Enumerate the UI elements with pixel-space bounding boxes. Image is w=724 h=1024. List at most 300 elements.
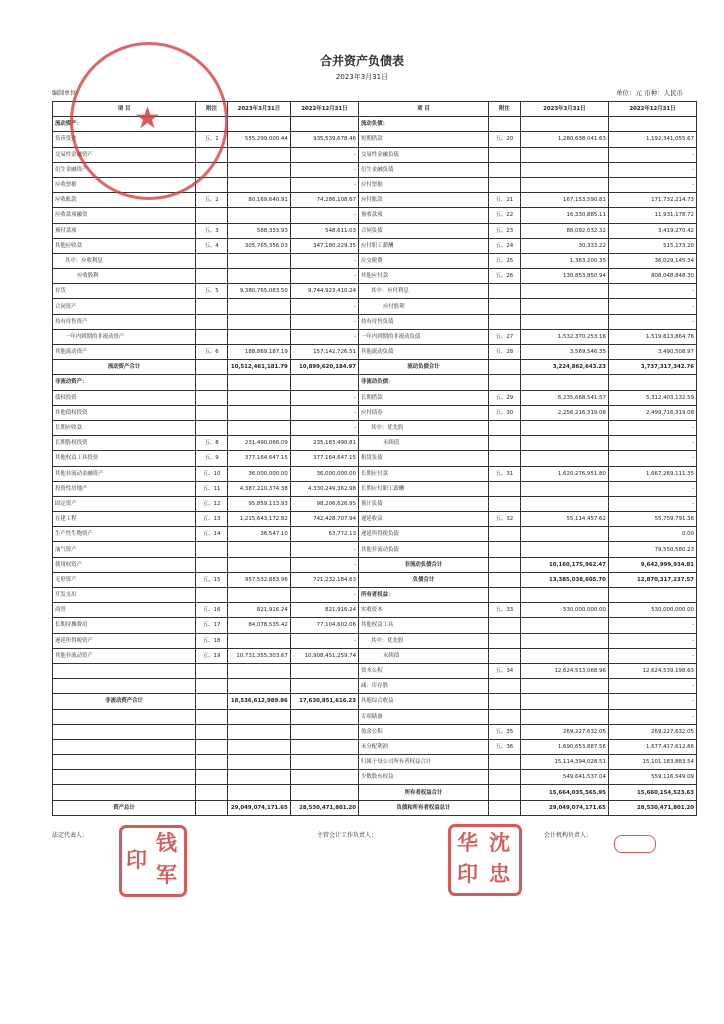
previous-value-cell: - <box>608 679 696 694</box>
company-label: 编制单位： <box>52 90 83 97</box>
note-cell <box>196 253 228 268</box>
item-name-cell: 流动负债： <box>359 117 489 132</box>
table-row <box>53 527 697 542</box>
note-cell <box>196 360 228 375</box>
previous-value-cell: - <box>608 633 696 648</box>
table-row <box>53 405 697 420</box>
previous-value-cell: 9,744,923,410.24 <box>290 284 358 299</box>
item-name-cell: 所有者权益： <box>359 588 489 603</box>
note-cell: 五、4 <box>196 238 228 253</box>
previous-value-cell: 11,931,178.72 <box>608 208 696 223</box>
previous-value-cell: - <box>608 618 696 633</box>
note-cell: 五、27 <box>488 329 520 344</box>
previous-value-cell <box>290 739 358 754</box>
item-name-cell: 长期应付职工薪酬 <box>359 481 489 496</box>
current-value-cell: 1,215,643,172.82 <box>228 512 291 527</box>
previous-value-cell: - <box>608 481 696 496</box>
previous-value-cell: 1,519,613,864.76 <box>608 329 696 344</box>
item-name-cell: 永续债 <box>359 648 489 663</box>
currency-unit: 单位：元 币种：人民币 <box>616 89 684 97</box>
previous-value-cell: 3,419,270.42 <box>608 223 696 238</box>
note-cell <box>488 162 520 177</box>
previous-value-cell: 269,227,632.05 <box>608 724 696 739</box>
note-cell <box>488 451 520 466</box>
item-name-cell: 负债合计 <box>359 572 489 587</box>
item-name-cell: 递延所得税资产 <box>53 633 196 648</box>
previous-value-cell: 36,000,000.00 <box>290 466 358 481</box>
table-row <box>53 375 697 390</box>
note-cell <box>488 360 520 375</box>
note-cell <box>196 405 228 420</box>
previous-value-cell: 1,677,417,612.86 <box>608 739 696 754</box>
item-name-cell: 应付账款 <box>359 193 489 208</box>
current-value-cell: 80,169,640.91 <box>228 193 291 208</box>
item-name-cell: 合同资产 <box>53 299 196 314</box>
current-value-cell: 9,380,765,083.50 <box>228 284 291 299</box>
table-row <box>53 238 697 253</box>
current-value-cell <box>228 588 291 603</box>
table-row <box>53 755 697 770</box>
current-value-cell: 10,731,355,303.67 <box>228 648 291 663</box>
item-name-cell: 专项储备 <box>359 709 489 724</box>
previous-value-cell: 10,899,620,184.97 <box>290 360 358 375</box>
current-value-cell: 377,164,647.15 <box>228 451 291 466</box>
table-row <box>53 253 697 268</box>
item-name-cell: 负债和所有者权益总计 <box>359 800 489 815</box>
item-name-cell: 短期借款 <box>359 132 489 147</box>
note-cell: 五、36 <box>488 739 520 754</box>
note-cell: 五、16 <box>196 603 228 618</box>
item-name-cell <box>53 724 196 739</box>
item-name-cell: 债权投资 <box>53 390 196 405</box>
note-cell <box>196 390 228 405</box>
previous-value-cell: 79,550,580.23 <box>608 542 696 557</box>
current-value-cell <box>228 329 291 344</box>
previous-value-cell <box>290 375 358 390</box>
previous-value-cell: 3,737,317,342.76 <box>608 360 696 375</box>
current-value-cell: 55,114,457.62 <box>520 512 608 527</box>
note-cell <box>488 177 520 192</box>
stamp-char: 沈 <box>489 830 510 855</box>
current-value-cell <box>228 405 291 420</box>
current-value-cell <box>520 284 608 299</box>
table-row <box>53 724 697 739</box>
item-name-cell: 其他流动负债 <box>359 345 489 360</box>
current-value-cell: 15,114,394,028.51 <box>520 755 608 770</box>
note-cell: 五、30 <box>488 405 520 420</box>
note-cell <box>196 724 228 739</box>
note-cell <box>196 420 228 435</box>
previous-value-cell <box>608 588 696 603</box>
item-name-cell: 油气资产 <box>53 542 196 557</box>
item-name-cell: 实收资本 <box>359 603 489 618</box>
item-name-cell: 持有待售负债 <box>359 314 489 329</box>
note-cell: 五、2 <box>196 193 228 208</box>
page-title: 合并资产负债表 <box>319 54 404 68</box>
note-cell: 五、31 <box>488 466 520 481</box>
current-value-cell <box>228 679 291 694</box>
previous-value-cell: - <box>290 208 358 223</box>
note-cell: 五、17 <box>196 618 228 633</box>
previous-value-cell: - <box>290 253 358 268</box>
previous-value-cell: 559,116,549.09 <box>608 770 696 785</box>
table-row <box>53 466 697 481</box>
current-value-cell: 1,280,638,041.63 <box>520 132 608 147</box>
current-value-cell <box>228 542 291 557</box>
report-date: 2023年3月31日 <box>335 73 389 81</box>
item-name-cell: 递延收益 <box>359 512 489 527</box>
current-value-cell <box>520 679 608 694</box>
table-row <box>53 588 697 603</box>
current-value-cell <box>520 299 608 314</box>
note-cell: 五、28 <box>488 345 520 360</box>
item-name-cell: 应付债券 <box>359 405 489 420</box>
item-name-cell: 其中：应收利息 <box>53 253 196 268</box>
previous-value-cell: 63,772.13 <box>290 527 358 542</box>
item-name-cell: 应付股利 <box>359 299 489 314</box>
note-cell: 五、6 <box>196 345 228 360</box>
item-name-cell <box>53 709 196 724</box>
previous-value-cell: 548,611.03 <box>290 223 358 238</box>
current-value-cell <box>520 375 608 390</box>
current-value-cell <box>228 375 291 390</box>
current-value-cell <box>228 785 291 800</box>
current-value-cell: 2,256,216,319.08 <box>520 405 608 420</box>
stamp-char: 军 <box>156 862 177 887</box>
table-row <box>53 451 697 466</box>
previous-value-cell <box>290 770 358 785</box>
table-row <box>53 496 697 511</box>
note-cell: 五、8 <box>196 436 228 451</box>
current-value-cell <box>228 770 291 785</box>
current-value-cell <box>520 147 608 162</box>
previous-value-cell: - <box>608 284 696 299</box>
note-cell: 五、14 <box>196 527 228 542</box>
previous-value-cell: 171,732,214.73 <box>608 193 696 208</box>
note-cell <box>488 496 520 511</box>
table-row <box>53 208 697 223</box>
note-cell <box>196 800 228 815</box>
item-name-cell: 长期应付款 <box>359 466 489 481</box>
previous-value-cell: 3,490,508.97 <box>608 345 696 360</box>
note-cell: 五、29 <box>488 390 520 405</box>
note-cell <box>196 755 228 770</box>
current-value-cell <box>228 420 291 435</box>
current-value-cell <box>228 755 291 770</box>
item-name-cell: 其他债权投资 <box>53 405 196 420</box>
accounting-head-label: 主管会计工作负责人： <box>317 832 378 839</box>
current-value-cell <box>228 162 291 177</box>
item-name-cell: 商誉 <box>53 603 196 618</box>
item-name-cell <box>53 679 196 694</box>
current-value-cell <box>228 557 291 572</box>
item-name-cell: 持有待售资产 <box>53 314 196 329</box>
current-value-cell: 29,049,074,171.65 <box>228 800 291 815</box>
previous-value-cell: - <box>290 588 358 603</box>
previous-value-cell: - <box>290 405 358 420</box>
note-cell: 五、35 <box>488 724 520 739</box>
current-value-cell: 269,227,632.05 <box>520 724 608 739</box>
current-value-cell <box>520 618 608 633</box>
table-row <box>53 572 697 587</box>
current-value-cell <box>228 390 291 405</box>
table-row <box>53 679 697 694</box>
current-value-cell: 588,333.93 <box>228 223 291 238</box>
current-value-cell: 16,330,885.11 <box>520 208 608 223</box>
current-value-cell <box>228 253 291 268</box>
item-name-cell: 少数股东权益 <box>359 770 489 785</box>
note-cell: 五、19 <box>196 648 228 663</box>
current-value-cell: 821,916.24 <box>228 603 291 618</box>
previous-value-cell: - <box>608 694 696 709</box>
current-value-cell <box>228 117 291 132</box>
current-value-cell: 188,869,187.19 <box>228 345 291 360</box>
table-row <box>53 345 697 360</box>
item-name-cell: 应收账款 <box>53 193 196 208</box>
table-row <box>53 603 697 618</box>
item-name-cell: 资本公积 <box>359 663 489 678</box>
current-value-cell: 29,049,074,171.65 <box>520 800 608 815</box>
note-cell <box>196 739 228 754</box>
current-value-cell <box>228 633 291 648</box>
item-name-cell: 投资性房地产 <box>53 481 196 496</box>
current-value-cell <box>228 147 291 162</box>
previous-value-cell <box>608 117 696 132</box>
previous-value-cell: 28,530,471,801.20 <box>290 800 358 815</box>
current-value-cell: 18,536,612,989.86 <box>228 694 291 709</box>
table-row <box>53 557 697 572</box>
item-name-cell: 交易性金融资产 <box>53 147 196 162</box>
previous-value-cell: - <box>608 177 696 192</box>
item-name-cell <box>53 785 196 800</box>
table-row <box>53 223 697 238</box>
item-name-cell: 租赁负债 <box>359 451 489 466</box>
item-name-cell: 其他非流动金融资产 <box>53 466 196 481</box>
item-name-cell <box>53 739 196 754</box>
current-value-cell <box>228 663 291 678</box>
note-cell <box>488 588 520 603</box>
note-cell <box>488 785 520 800</box>
previous-value-cell: 347,180,229.35 <box>290 238 358 253</box>
signature-stamp-2 <box>448 824 522 896</box>
previous-value-cell: - <box>290 542 358 557</box>
table-row <box>53 739 697 754</box>
previous-value-cell: 98,206,626.95 <box>290 496 358 511</box>
current-value-cell <box>520 588 608 603</box>
item-name-cell: 开发支出 <box>53 588 196 603</box>
item-name-cell: 归属于母公司所有者权益合计 <box>359 755 489 770</box>
previous-value-cell: 721,232,184.63 <box>290 572 358 587</box>
note-cell <box>488 117 520 132</box>
current-value-cell <box>520 481 608 496</box>
note-cell <box>196 785 228 800</box>
item-name-cell: 其他综合收益 <box>359 694 489 709</box>
current-value-cell <box>520 633 608 648</box>
item-name-cell: 应收票据 <box>53 177 196 192</box>
legal-representative-label: 法定代表人： <box>52 832 89 839</box>
note-cell <box>488 527 520 542</box>
note-cell <box>488 557 520 572</box>
current-value-cell: 30,333.22 <box>520 238 608 253</box>
previous-value-cell: 36,029,145.34 <box>608 253 696 268</box>
item-name-cell: 其他非流动资产 <box>53 648 196 663</box>
signature-stamp-1 <box>119 825 187 897</box>
item-name-cell: 其中：应付利息 <box>359 284 489 299</box>
note-cell: 五、33 <box>488 603 520 618</box>
header-note: 附注 <box>488 102 520 117</box>
table-row <box>53 800 697 815</box>
header-current: 2023年3月31日 <box>520 102 608 117</box>
current-value-cell: 88,092,032.32 <box>520 223 608 238</box>
note-cell: 五、3 <box>196 223 228 238</box>
previous-value-cell: - <box>608 147 696 162</box>
note-cell <box>196 542 228 557</box>
note-cell <box>196 314 228 329</box>
note-cell <box>488 572 520 587</box>
previous-value-cell: 55,759,791.36 <box>608 512 696 527</box>
item-name-cell: 在建工程 <box>53 512 196 527</box>
current-value-cell <box>520 177 608 192</box>
previous-value-cell <box>290 117 358 132</box>
note-cell <box>196 709 228 724</box>
previous-value-cell: 17,630,851,616.23 <box>290 694 358 709</box>
previous-value-cell: 5,312,403,132.59 <box>608 390 696 405</box>
note-cell <box>488 542 520 557</box>
table-row <box>53 694 697 709</box>
previous-value-cell <box>290 755 358 770</box>
note-cell <box>196 679 228 694</box>
current-value-cell <box>228 709 291 724</box>
previous-value-cell <box>290 709 358 724</box>
item-name-cell: 预收款项 <box>359 208 489 223</box>
table-row <box>53 360 697 375</box>
table-row <box>53 648 697 663</box>
current-value-cell <box>228 269 291 284</box>
current-value-cell <box>228 314 291 329</box>
note-cell <box>488 648 520 663</box>
previous-value-cell: 77,104,602.06 <box>290 618 358 633</box>
note-cell <box>488 436 520 451</box>
previous-value-cell: 9,642,999,934.81 <box>608 557 696 572</box>
current-value-cell: 4,387,210,374.38 <box>228 481 291 496</box>
stamp-char: 印 <box>457 861 478 886</box>
current-value-cell <box>520 117 608 132</box>
previous-value-cell: 157,142,726.51 <box>290 345 358 360</box>
current-value-cell: 1,363,200.35 <box>520 253 608 268</box>
current-value-cell <box>520 496 608 511</box>
note-cell: 五、23 <box>488 223 520 238</box>
previous-value-cell <box>290 785 358 800</box>
table-row <box>53 436 697 451</box>
table-row <box>53 512 697 527</box>
note-cell <box>488 147 520 162</box>
note-cell <box>488 709 520 724</box>
current-value-cell <box>228 177 291 192</box>
previous-value-cell: - <box>608 496 696 511</box>
item-name-cell: 长期待摊费用 <box>53 618 196 633</box>
previous-value-cell: 1,192,341,055.67 <box>608 132 696 147</box>
previous-value-cell: - <box>608 709 696 724</box>
note-cell: 五、5 <box>196 284 228 299</box>
previous-value-cell <box>290 679 358 694</box>
note-cell <box>196 663 228 678</box>
current-value-cell: 549,641,537.04 <box>520 770 608 785</box>
item-name-cell: 盈余公积 <box>359 724 489 739</box>
item-name-cell <box>53 770 196 785</box>
current-value-cell <box>228 299 291 314</box>
table-row <box>53 785 697 800</box>
previous-value-cell <box>608 375 696 390</box>
previous-value-cell: 74,286,108.67 <box>290 193 358 208</box>
previous-value-cell: - <box>608 299 696 314</box>
current-value-cell <box>228 739 291 754</box>
table-row <box>53 481 697 496</box>
note-cell: 五、34 <box>488 663 520 678</box>
header-previous: 2022年12月31日 <box>290 102 358 117</box>
note-cell <box>196 770 228 785</box>
table-row <box>53 269 697 284</box>
item-name-cell: 其他应付款 <box>359 269 489 284</box>
item-name-cell: 其他权益工具 <box>359 618 489 633</box>
note-cell <box>196 299 228 314</box>
previous-value-cell: - <box>290 314 358 329</box>
item-name-cell: 其他应收款 <box>53 238 196 253</box>
item-name-cell: 应付票据 <box>359 177 489 192</box>
stamp-char: 华 <box>457 830 478 855</box>
current-value-cell: 957,532,883.96 <box>228 572 291 587</box>
note-cell: 五、15 <box>196 572 228 587</box>
previous-value-cell: 742,428,707.94 <box>290 512 358 527</box>
item-name-cell: 交易性金融负债 <box>359 147 489 162</box>
table-row <box>53 618 697 633</box>
previous-value-cell: - <box>290 633 358 648</box>
table-row <box>53 314 697 329</box>
item-name-cell: 合同负债 <box>359 223 489 238</box>
current-value-cell: 3,569,546.35 <box>520 345 608 360</box>
current-value-cell: 305,765,356.03 <box>228 238 291 253</box>
item-name-cell: 其中：优先股 <box>359 633 489 648</box>
note-cell <box>196 208 228 223</box>
note-cell: 五、26 <box>488 269 520 284</box>
note-cell <box>488 481 520 496</box>
previous-value-cell: - <box>608 436 696 451</box>
table-row <box>53 633 697 648</box>
note-cell <box>488 375 520 390</box>
item-name-cell: 非流动资产合计 <box>53 694 196 709</box>
current-value-cell: 555,299,000.44 <box>228 132 291 147</box>
note-cell: 五、10 <box>196 466 228 481</box>
item-name-cell: 预付款项 <box>53 223 196 238</box>
note-cell: 五、22 <box>488 208 520 223</box>
current-value-cell: 3,224,862,643.23 <box>520 360 608 375</box>
note-cell <box>488 679 520 694</box>
current-value-cell <box>520 451 608 466</box>
previous-value-cell: 28,530,471,801.20 <box>608 800 696 815</box>
previous-value-cell: 235,183,490.81 <box>290 436 358 451</box>
note-cell <box>196 375 228 390</box>
previous-value-cell: - <box>608 420 696 435</box>
previous-value-cell: 15,101,183,883.54 <box>608 755 696 770</box>
previous-value-cell: - <box>290 557 358 572</box>
note-cell <box>488 633 520 648</box>
previous-value-cell: 0.00 <box>608 527 696 542</box>
table-row <box>53 709 697 724</box>
previous-value-cell: 12,624,539,198.63 <box>608 663 696 678</box>
item-name-cell: 所有者权益合计 <box>359 785 489 800</box>
previous-value-cell: - <box>608 648 696 663</box>
note-cell: 五、12 <box>196 496 228 511</box>
previous-value-cell: - <box>290 269 358 284</box>
